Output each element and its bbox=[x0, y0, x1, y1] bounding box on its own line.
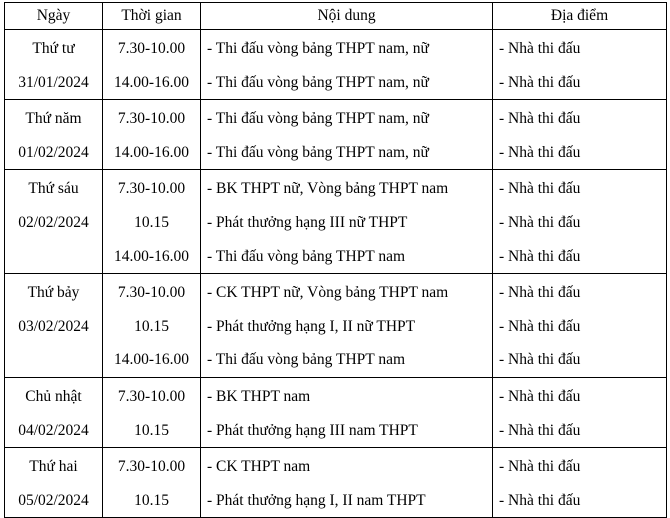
time-value: 10.15 bbox=[134, 491, 169, 509]
place-value: - Nhà thi đấu bbox=[499, 247, 581, 265]
schedule-body bbox=[5, 30, 667, 518]
date-label: 02/02/2024 bbox=[18, 213, 89, 231]
content-value: - Thi đấu vòng bảng THPT nam, nữ bbox=[207, 143, 429, 161]
time-value: 14.00-16.00 bbox=[114, 73, 189, 91]
time-cell bbox=[103, 170, 201, 274]
place-value: - Nhà thi đấu bbox=[499, 387, 581, 405]
day-cell bbox=[5, 377, 103, 447]
place-cell bbox=[493, 30, 667, 100]
date-label: 31/01/2024 bbox=[18, 73, 89, 91]
time-value: 7.30-10.00 bbox=[117, 387, 186, 405]
time-cell bbox=[103, 448, 201, 518]
weekday-label: Chủ nhật bbox=[25, 387, 82, 405]
time-value: 14.00-16.00 bbox=[114, 143, 189, 161]
place-cell bbox=[493, 170, 667, 274]
table-row bbox=[5, 377, 667, 447]
place-value: - Nhà thi đấu bbox=[499, 317, 581, 335]
place-value: - Nhà thi đấu bbox=[499, 421, 581, 439]
content-value: - Thi đấu vòng bảng THPT nam bbox=[207, 351, 406, 369]
place-cell bbox=[493, 448, 667, 518]
header-row bbox=[5, 3, 667, 30]
time-value: 10.15 bbox=[134, 317, 169, 335]
time-cell bbox=[103, 100, 201, 170]
table-row bbox=[5, 30, 667, 100]
content-cell bbox=[201, 30, 493, 100]
time-value: 10.15 bbox=[134, 421, 169, 439]
day-cell bbox=[5, 30, 103, 100]
weekday-label: Thứ sáu bbox=[28, 180, 79, 198]
content-value: - CK THPT nữ, Vòng bảng THPT nam bbox=[207, 284, 449, 302]
day-cell bbox=[5, 100, 103, 170]
content-cell bbox=[201, 100, 493, 170]
time-value: 14.00-16.00 bbox=[114, 351, 189, 369]
time-value: 14.00-16.00 bbox=[114, 247, 189, 265]
day-cell bbox=[5, 170, 103, 274]
content-value: - Phát thưởng hạng III nữ THPT bbox=[207, 213, 408, 231]
content-value: - CK THPT nam bbox=[207, 458, 311, 476]
schedule-table bbox=[4, 2, 667, 518]
time-value: 7.30-10.00 bbox=[117, 40, 186, 57]
date-label: 04/02/2024 bbox=[18, 421, 89, 439]
time-cell bbox=[103, 274, 201, 378]
place-value: - Nhà thi đấu bbox=[499, 213, 581, 231]
content-value: - Thi đấu vòng bảng THPT nam bbox=[207, 247, 406, 265]
date-label: 01/02/2024 bbox=[18, 143, 89, 161]
time-value: 7.30-10.00 bbox=[117, 180, 186, 198]
time-value: 10.15 bbox=[134, 213, 169, 231]
weekday-label: Thứ tư bbox=[32, 40, 75, 57]
content-cell bbox=[201, 274, 493, 378]
time-value: 7.30-10.00 bbox=[117, 110, 186, 128]
content-value: - Phát thưởng hạng III nam THPT bbox=[207, 421, 418, 439]
content-value: - Thi đấu vòng bảng THPT nam, nữ bbox=[207, 110, 429, 128]
table-row bbox=[5, 448, 667, 518]
header-time: Thời gian bbox=[103, 3, 201, 30]
time-value: 7.30-10.00 bbox=[117, 458, 186, 476]
place-value: - Nhà thi đấu bbox=[499, 458, 581, 476]
time-cell bbox=[103, 30, 201, 100]
place-value: - Nhà thi đấu bbox=[499, 351, 581, 369]
place-cell bbox=[493, 377, 667, 447]
header-place: Địa điểm bbox=[493, 3, 667, 30]
content-value: - Phát thưởng hạng I, II nam THPT bbox=[207, 491, 426, 509]
place-cell bbox=[493, 274, 667, 378]
header-content: Nội dung bbox=[201, 3, 493, 30]
weekday-label: Thứ bảy bbox=[27, 284, 80, 302]
time-cell bbox=[103, 377, 201, 447]
content-cell bbox=[201, 448, 493, 518]
table-row bbox=[5, 100, 667, 170]
weekday-label: Thứ năm bbox=[25, 110, 82, 128]
place-value: - Nhà thi đấu bbox=[499, 284, 581, 302]
header-day: Ngày bbox=[5, 3, 103, 30]
day-cell bbox=[5, 448, 103, 518]
content-cell bbox=[201, 170, 493, 274]
content-cell bbox=[201, 377, 493, 447]
place-value: - Nhà thi đấu bbox=[499, 143, 581, 161]
place-value: - Nhà thi đấu bbox=[499, 73, 581, 91]
place-value: - Nhà thi đấu bbox=[499, 40, 581, 57]
place-cell bbox=[493, 100, 667, 170]
place-value: - Nhà thi đấu bbox=[499, 180, 581, 198]
day-cell bbox=[5, 274, 103, 378]
content-value: - Thi đấu vòng bảng THPT nam, nữ bbox=[207, 40, 429, 57]
place-value: - Nhà thi đấu bbox=[499, 110, 581, 128]
date-label: 03/02/2024 bbox=[18, 317, 89, 335]
date-label: 05/02/2024 bbox=[18, 491, 89, 509]
content-value: - Phát thưởng hạng I, II nữ THPT bbox=[207, 317, 416, 335]
weekday-label: Thứ hai bbox=[29, 458, 78, 476]
content-value: - Thi đấu vòng bảng THPT nam, nữ bbox=[207, 73, 429, 91]
content-value: - BK THPT nam bbox=[207, 387, 311, 405]
time-value: 7.30-10.00 bbox=[117, 284, 186, 302]
content-value: - BK THPT nữ, Vòng bảng THPT nam bbox=[207, 180, 449, 198]
table-row bbox=[5, 170, 667, 274]
table-row bbox=[5, 274, 667, 378]
place-value: - Nhà thi đấu bbox=[499, 491, 581, 509]
